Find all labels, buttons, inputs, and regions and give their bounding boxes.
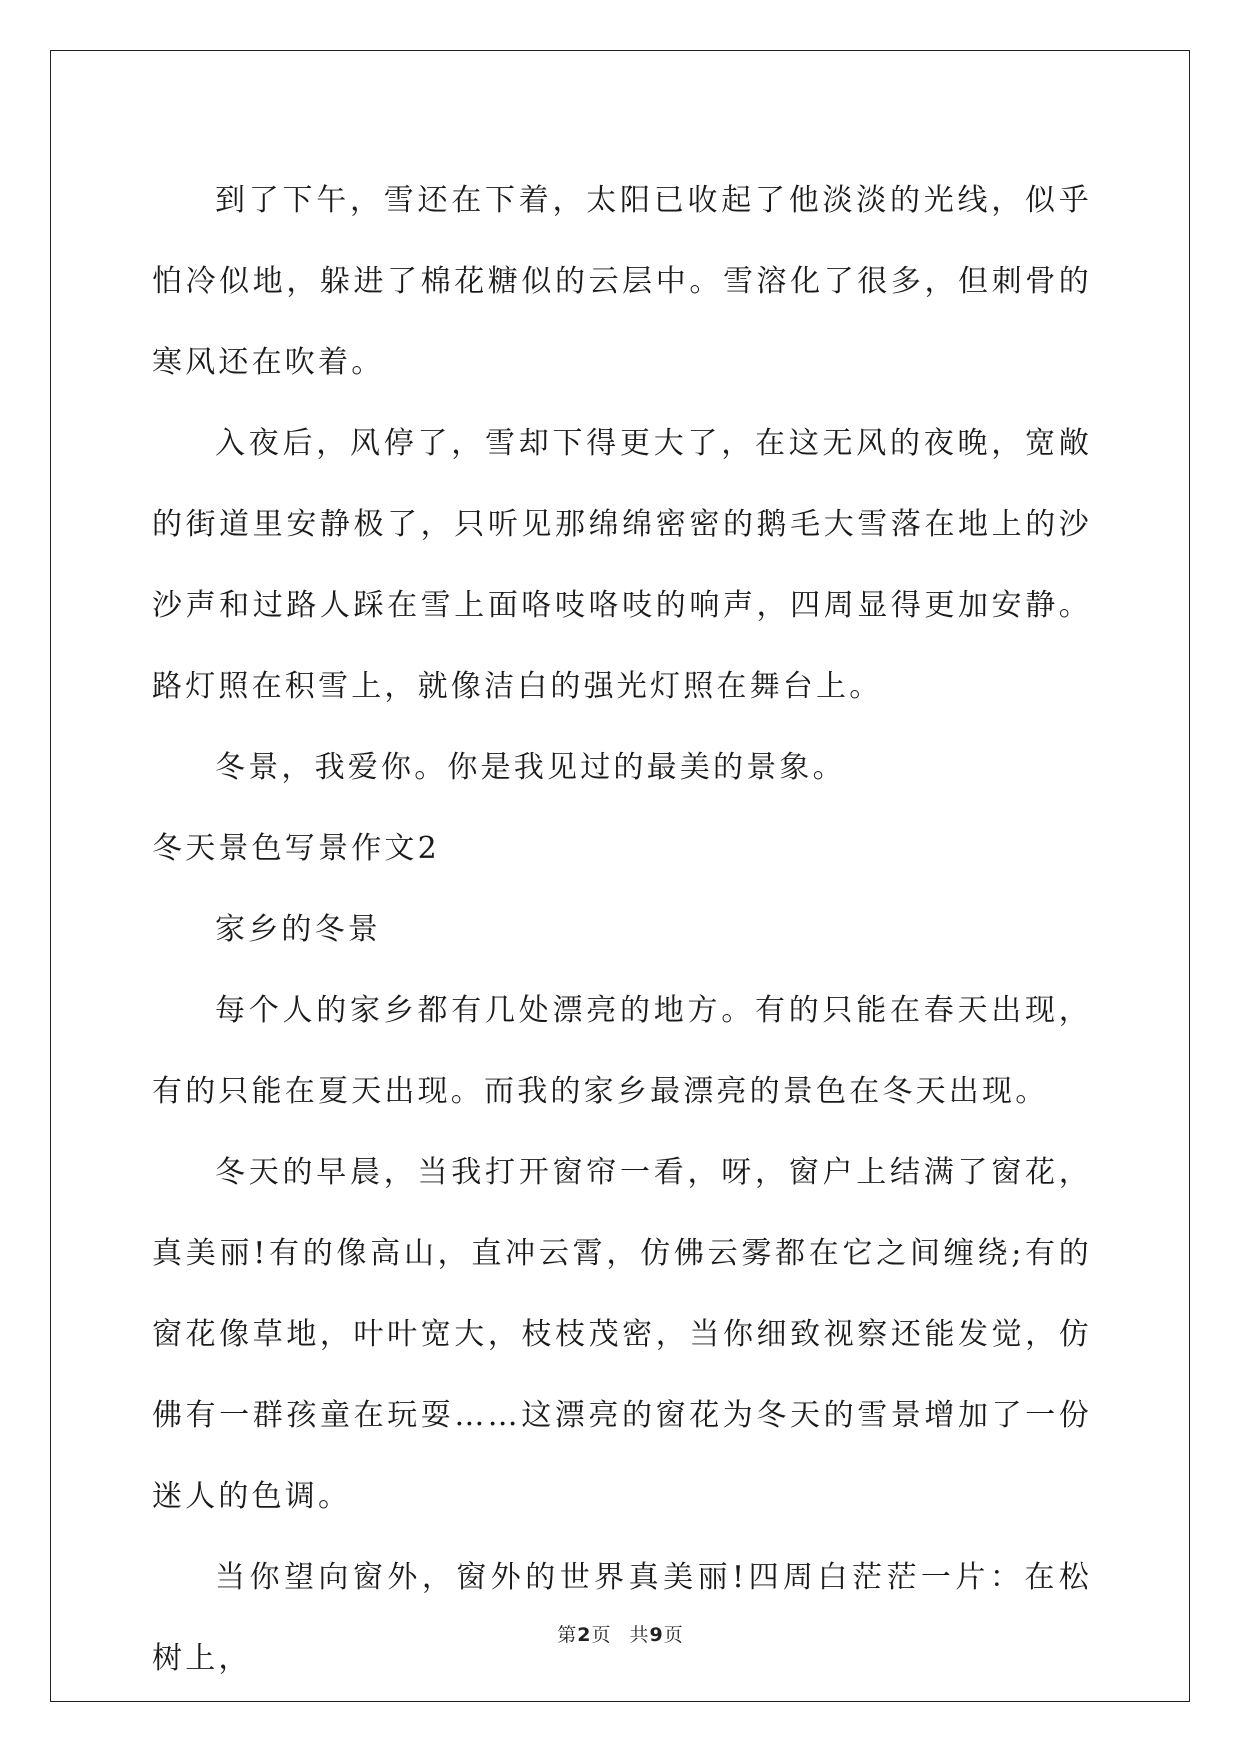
page-prefix: 第 xyxy=(557,1624,578,1646)
paragraph-2: 入夜后，风停了，雪却下得更大了，在这无风的夜晚，宽敞的街道里安静极了，只听见那绵绵密密的鹅毛大雪落在地上的沙沙声和过路人踩在雪上面咯吱咯吱的响声，四周显得更加安静。路灯照在积雪上，就像洁白的强光灯照在舞台上。 xyxy=(152,426,1092,704)
paragraph-6: 当你望向窗外，窗外的世界真美丽!四周白茫茫一片：在松树上， xyxy=(152,1560,1092,1676)
page-suffix: 页 xyxy=(591,1624,612,1646)
paragraph-1: 到了下午，雪还在下着，太阳已收起了他淡淡的光线，似乎怕冷似地，躲进了棉花糖似的云层中。雪溶化了很多，但刺骨的寒风还在吹着。 xyxy=(152,183,1092,380)
total-prefix: 共 xyxy=(629,1624,650,1646)
page-footer xyxy=(0,1620,1241,1647)
essay-title: 家乡的冬景 xyxy=(215,912,381,947)
paragraph-5: 冬天的早晨，当我打开窗帘一看，呀，窗户上结满了窗花，真美丽!有的像高山，直冲云霄，仿佛云雾都在它之间缠绕;有的窗花像草地，叶叶宽大，枝枝茂密，当你细致视察还能发觉，仿佛有一群孩童在玩耍……这漂亮的窗花为冬天的雪景增加了一份迷人的色调。 xyxy=(152,1155,1092,1514)
section-heading: 冬天景色写景作文2 xyxy=(152,831,440,866)
total-suffix: 页 xyxy=(663,1624,684,1646)
page-total: 9 xyxy=(649,1624,664,1646)
paragraph-4: 每个人的家乡都有几处漂亮的地方。有的只能在春天出现，有的只能在夏天出现。而我的家乡最漂亮的景色在冬天出现。 xyxy=(152,993,1092,1109)
page-current: 2 xyxy=(577,1624,592,1646)
document-body xyxy=(152,160,1092,1699)
paragraph-3: 冬景，我爱你。你是我见过的最美的景象。 xyxy=(215,750,846,785)
